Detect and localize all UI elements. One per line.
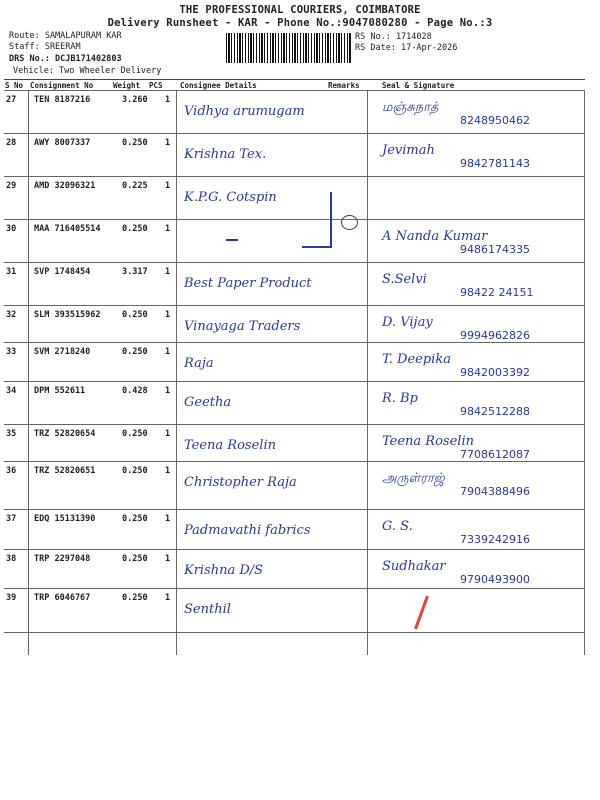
row-sno: 39 [6,593,17,603]
col-divider [584,90,585,655]
row-consignment-no: TRP 2297048 [34,554,91,564]
row-consignment-no: TRP 6046767 [34,593,91,603]
vehicle-info: Vehicle: Two Wheeler Delivery [13,66,162,76]
row-weight: 3.260 [122,95,148,105]
row-divider [4,424,585,425]
bracket-mark [302,246,332,248]
row-signature: T. Deepika [382,352,451,367]
row-consignee: Krishna D/S [184,563,264,578]
staff-info: Staff: SREERAM [9,42,81,52]
row-pcs: 1 [165,95,171,105]
row-sno: 34 [6,386,17,396]
row-consignee: Krishna Tex. [184,147,267,162]
row-signature: Sudhakar [382,559,446,574]
red-tick-mark [414,596,429,630]
row-consignment-no: SVM 2718240 [34,347,91,357]
row-divider [4,549,585,550]
row-weight: 0.250 [122,310,148,320]
row-phone: 7708612087 [460,448,530,461]
runsheet-title: Delivery Runsheet - KAR - Phone No.:9047080280 - Page No.:3 [107,17,493,29]
row-sno: 29 [6,181,17,191]
row-sno: 27 [6,95,17,105]
row-pcs: 1 [165,310,171,320]
col-divider [367,90,368,655]
row-consignment-no: SLM 393515962 [34,310,101,320]
row-weight: 0.250 [122,466,148,476]
row-weight: 0.250 [122,138,148,148]
row-phone: 9842512288 [460,405,530,418]
row-weight: 0.250 [122,224,148,234]
row-sno: 36 [6,466,17,476]
row-signature: R. Bp [382,391,418,406]
row-consignment-no: TEN 8187216 [34,95,91,105]
row-divider [4,133,585,134]
route-info: Route: SAMALAPURAM KAR [9,31,122,41]
row-pcs: 1 [165,593,171,603]
col-weight: Weight [113,81,141,90]
col-pcs: PCS [149,81,163,90]
row-consignment-no: AWY 8007337 [34,138,91,148]
row-signature: A Nanda Kumar [382,229,488,244]
row-consignee: Padmavathi fabrics [184,523,311,538]
row-signature: மஞ்சுநாத் [382,100,439,115]
row-sno: 31 [6,267,17,277]
rs-date: RS Date: 17-Apr-2026 [355,43,458,53]
row-sno: 38 [6,554,17,564]
barcode [226,33,351,63]
col-consignee: Consignee Details [180,81,257,90]
row-consignee: Best Paper Product [184,276,312,291]
row-divider [4,90,585,91]
row-sno: 37 [6,514,17,524]
row-divider [4,381,585,382]
row-pcs: 1 [165,386,171,396]
circle-mark [341,215,358,230]
row-consignment-no: DPM 552611 [34,386,86,396]
row-signature: S.Selvi [382,272,427,287]
row-consignment-no: EDQ 15131390 [34,514,96,524]
row-weight: 0.250 [122,429,148,439]
row-signature: D. Vijay [382,315,433,330]
row-sno: 30 [6,224,17,234]
row-divider [4,632,585,633]
row-divider [4,509,585,510]
row-consignment-no: SVP 1748454 [34,267,91,277]
row-consignee: Christopher Raja [184,475,297,490]
row-signature: அருள்ராஜ் [382,471,445,486]
bracket-mark [330,192,332,247]
row-pcs: 1 [165,224,171,234]
row-weight: 0.428 [122,386,148,396]
row-sno: 32 [6,310,17,320]
col-divider [28,90,29,655]
row-pcs: 1 [165,347,171,357]
row-divider [4,342,585,343]
row-signature: Jevimah [382,143,435,158]
row-phone: 8248950462 [460,114,530,127]
row-sno: 35 [6,429,17,439]
row-phone: 9994962826 [460,329,530,342]
row-divider [4,219,585,220]
row-phone: 7339242916 [460,533,530,546]
company-name: THE PROFESSIONAL COURIERS, COIMBATORE [179,4,421,16]
row-weight: 0.250 [122,514,148,524]
row-consignment-no: TRZ 52820654 [34,429,96,439]
row-phone: 9790493900 [460,573,530,586]
row-consignee: K.P.G. Cotspin [184,190,277,205]
row-divider [4,588,585,589]
row-weight: 3.317 [122,267,148,277]
table-top-border [4,79,585,80]
row-consignee: Raja [184,356,214,371]
row-divider [4,262,585,263]
dash-mark [226,239,238,241]
row-divider [4,305,585,306]
row-weight: 0.250 [122,554,148,564]
row-consignee: Vinayaga Traders [184,319,301,334]
row-divider [4,176,585,177]
row-consignee: Teena Roselin [184,438,276,453]
col-divider [176,90,177,655]
row-pcs: 1 [165,429,171,439]
row-consignment-no: TRZ 52820651 [34,466,96,476]
col-seal: Seal & Signature [382,81,455,90]
row-pcs: 1 [165,514,171,524]
row-pcs: 1 [165,554,171,564]
row-sno: 33 [6,347,17,357]
row-weight: 0.250 [122,347,148,357]
row-phone: 9842781143 [460,157,530,170]
row-weight: 0.250 [122,593,148,603]
row-consignee: Vidhya arumugam [184,104,305,119]
row-consignee: Geetha [184,395,232,410]
row-pcs: 1 [165,138,171,148]
row-signature: G. S. [382,519,413,534]
row-consignment-no: MAA 716405514 [34,224,101,234]
rs-number: RS No.: 1714028 [355,32,432,42]
row-pcs: 1 [165,181,171,191]
row-phone: 9842003392 [460,366,530,379]
row-pcs: 1 [165,267,171,277]
row-phone: 98422 24151 [460,286,534,299]
row-signature: Teena Roselin [382,434,474,449]
col-sno: S No [5,81,24,90]
col-consignment: Consignment No [30,81,94,90]
row-phone: 7904388496 [460,485,530,498]
row-phone: 9486174335 [460,243,530,256]
row-pcs: 1 [165,466,171,476]
col-remarks: Remarks [328,81,360,90]
row-consignment-no: AMD 32096321 [34,181,96,191]
drs-number: DRS No.: DCJB171402803 [9,54,122,64]
row-divider [4,461,585,462]
row-consignee: Senthil [184,602,231,617]
row-sno: 28 [6,138,17,148]
row-weight: 0.225 [122,181,148,191]
